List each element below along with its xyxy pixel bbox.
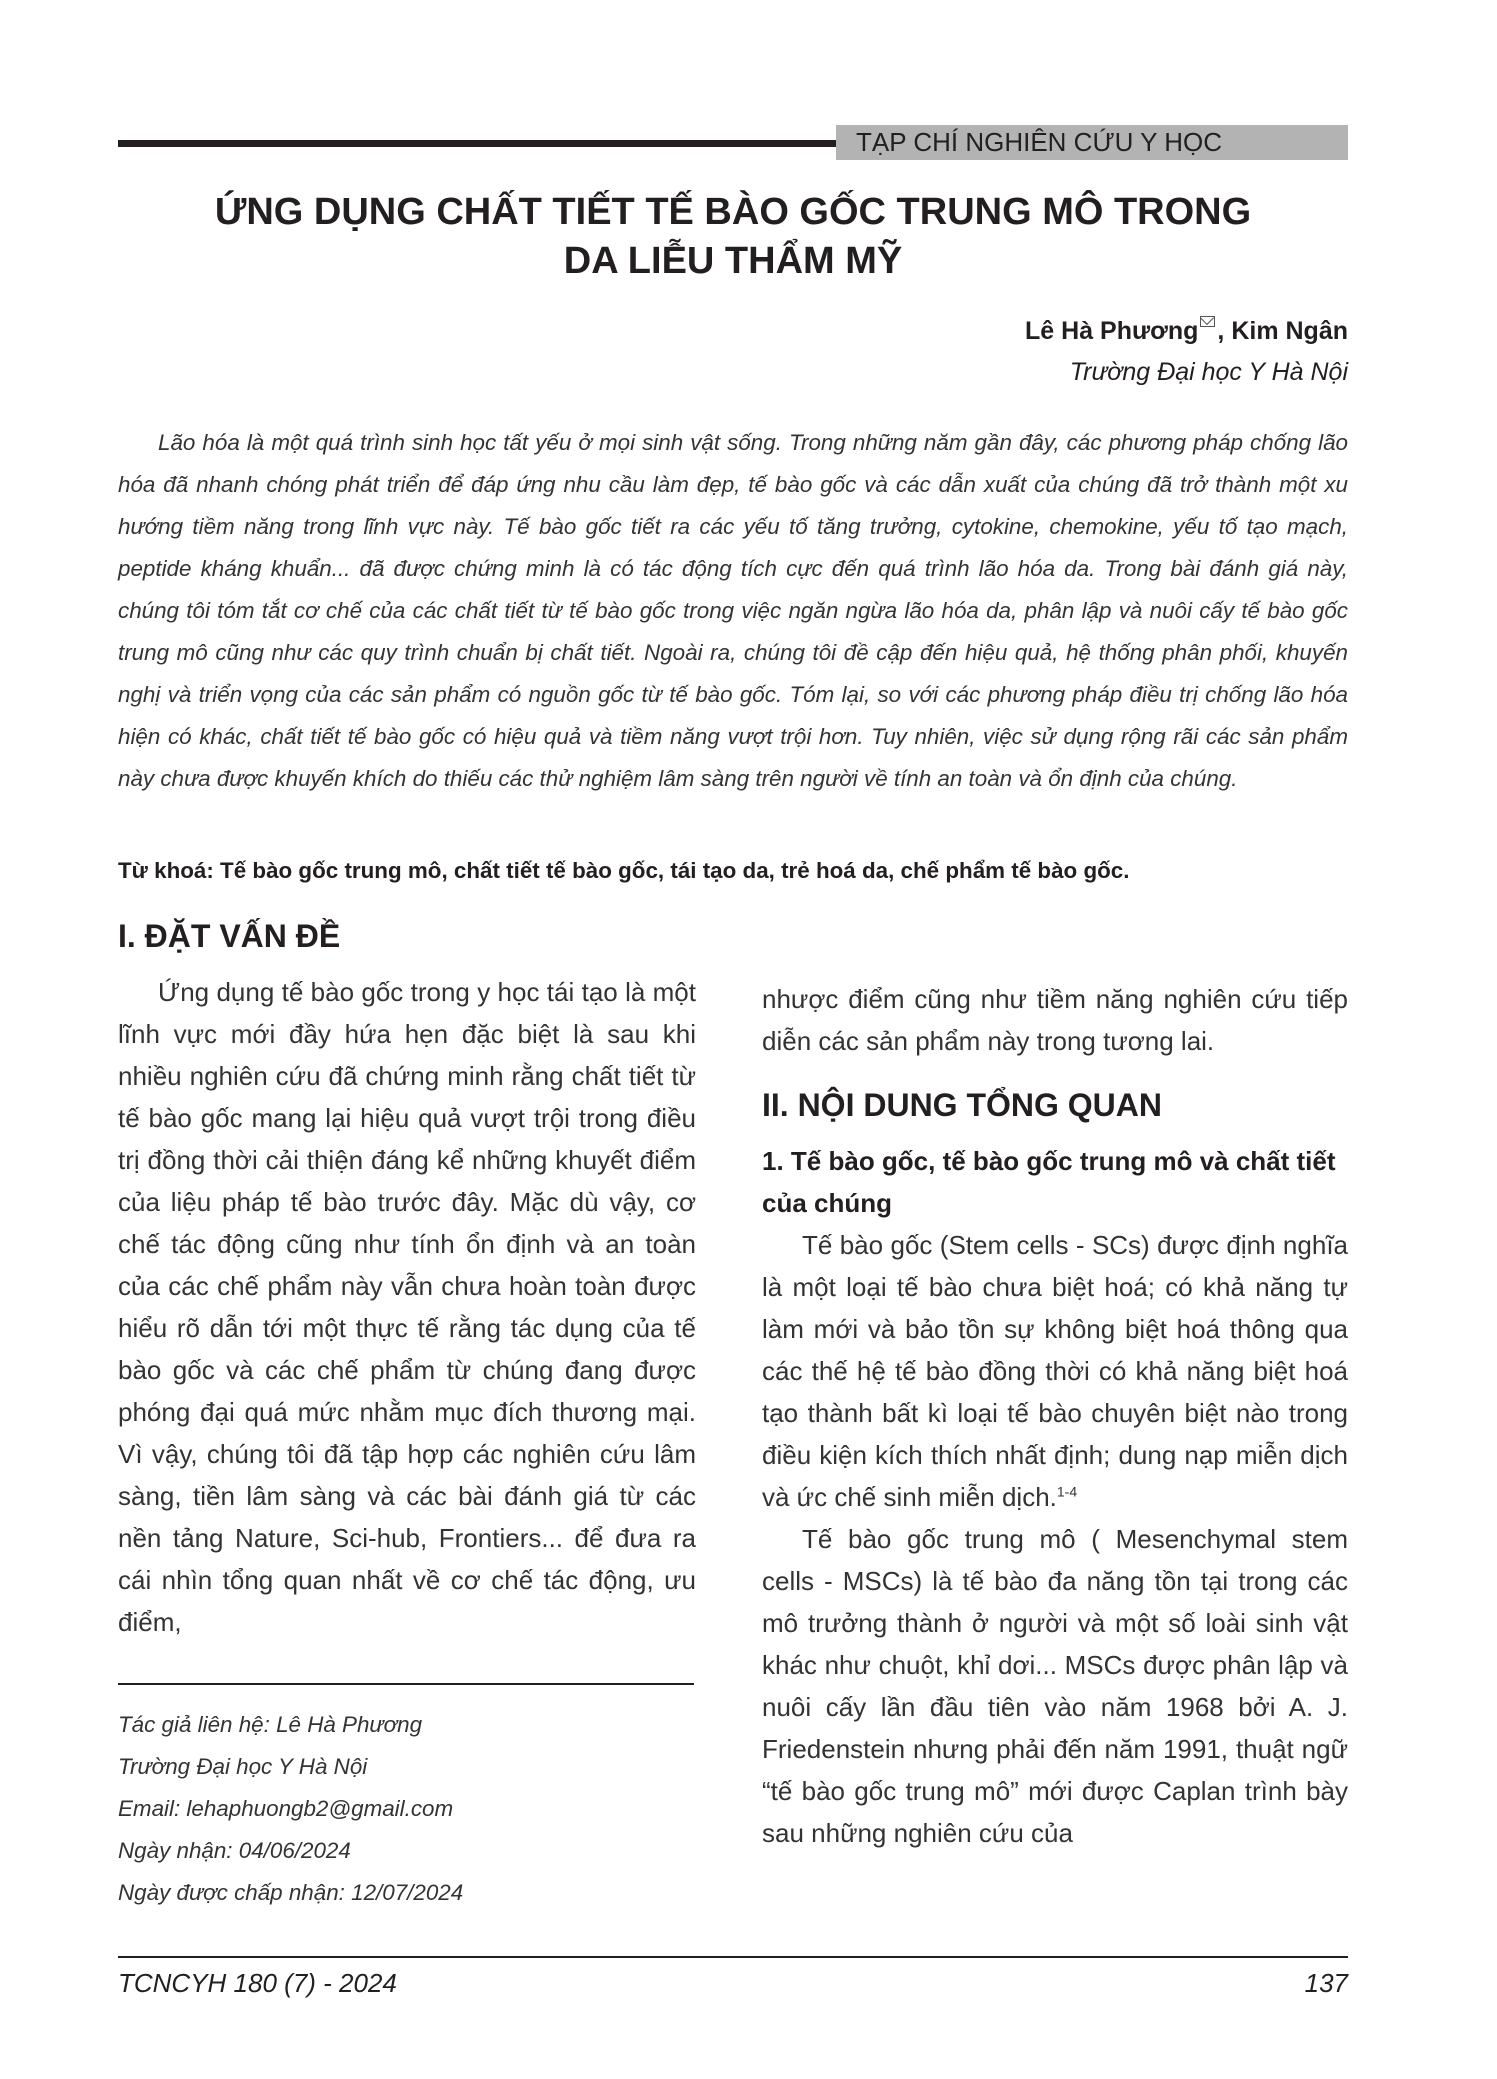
- page-number: 137: [1304, 1968, 1348, 1998]
- journal-reference: TCNCYH 180 (7) - 2024: [118, 1968, 397, 1998]
- left-column: [118, 915, 696, 1643]
- section-2-heading: II. NỘI DUNG TỔNG QUAN: [762, 1087, 1162, 1123]
- footnote-email: Email: lehaphuongb2@gmail.com: [118, 1796, 454, 1821]
- keywords: Từ khoá: Tế bào gốc trung mô, chất tiết tế bào gốc, tái tạo da, trẻ hoá da, chế phẩm tế bào gốc.: [118, 858, 1130, 883]
- title-line-2: DA LIỄU THẨM MỸ: [563, 240, 903, 282]
- header-rule: [118, 140, 836, 147]
- author-2: , Kim Ngân: [1217, 317, 1348, 345]
- footnote-received: Ngày nhận: 04/06/2024: [118, 1838, 351, 1863]
- citation-ref: 1-4: [1056, 1483, 1078, 1500]
- subsection-1-heading: 1. Tế bào gốc, tế bào gốc trung mô và chất tiết của chúng: [762, 1146, 1336, 1218]
- footnote-contact: Tác giả liên hệ: Lê Hà Phương: [118, 1712, 423, 1737]
- section-2-paragraph-1: [762, 1224, 1348, 1518]
- author-1: Lê Hà Phương: [1025, 317, 1199, 345]
- footnote-institution: Trường Đại học Y Hà Nội: [118, 1754, 368, 1779]
- abstract: Lão hóa là một quá trình sinh học tất yếu ở mọi sinh vật sống. Trong những năm gần đây, các phương pháp chống lão hóa đã nhanh chóng phát triển để đáp ứng nhu cầu làm đẹp, tế bào gốc và các dẫn xuất của chúng đã trở thành một xu hướng tiềm năng trong lĩnh vực này. Tế bào gốc tiết ra các yếu tố tăng trưởng, cytokine, chemokine, yếu tố tạo mạch, peptide kháng khuẩn... đã được chứng minh là có tác động tích cực đến quá trình lão hóa da. Trong bài đánh giá này, chúng tôi tóm tắt cơ chế của các chất tiết từ tế bào gốc trong việc ngăn ngừa lão hóa da, phân lập và nuôi cấy tế bào gốc trung mô cũng như các quy trình chuẩn bị chất tiết. Ngoài ra, chúng tôi đề cập đến hiệu quả, hệ thống phân phối, khuyến nghị và triển vọng của các sản phẩm có nguồn gốc từ tế bào gốc. Tóm lại, so với các phương pháp điều trị chống lão hóa hiện có khác, chất tiết tế bào gốc có hiệu quả và tiềm năng vượt trội hơn. Tuy nhiên, việc sử dụng rộng rãi các sản phẩm này chưa được khuyến khích do thiếu các thử nghiệm lâm sàng trên người về tính an toàn và ổn định của chúng.: [118, 430, 1348, 791]
- authors: [1025, 316, 1348, 346]
- section-1-heading: I. ĐẶT VẤN ĐỀ: [118, 918, 341, 954]
- footnote-rule: [118, 1683, 694, 1685]
- footer-rule: [118, 1956, 1348, 1958]
- right-column: [762, 978, 1348, 1854]
- journal-name: TẠP CHÍ NGHIÊN CỨU Y HỌC: [836, 125, 1348, 160]
- footnote-accepted: Ngày được chấp nhận: 12/07/2024: [118, 1880, 464, 1905]
- envelope-icon: [1200, 316, 1215, 327]
- article-title: [118, 188, 1348, 286]
- title-line-1: ỨNG DỤNG CHẤT TIẾT TẾ BÀO GỐC TRUNG MÔ TRONG: [214, 191, 1252, 233]
- affiliation: Trường Đại học Y Hà Nội: [1069, 358, 1348, 386]
- correspondence-footnote: [118, 1704, 463, 1914]
- section-1-paragraph-continued: nhược điểm cũng như tiềm năng nghiên cứu tiếp diễn các sản phẩm này trong tương lai.: [762, 984, 1348, 1056]
- section-2-paragraph-1-text: Tế bào gốc (Stem cells - SCs) được định nghĩa là một loại tế bào chưa biệt hoá; có khả năng tự làm mới và bảo tồn sự không biệt hoá thông qua các thế hệ tế bào đồng thời có khả năng biệt hoá tạo thành bất kì loại tế bào chuyên biệt nào trong điều kiện kích thích nhất định; dung nạp miễn dịch và ức chế sinh miễn dịch.: [762, 1230, 1348, 1512]
- section-2-paragraph-2: Tế bào gốc trung mô ( Mesenchymal stem cells - MSCs) là tế bào đa năng tồn tại trong các mô trưởng thành ở người và một số loài sinh vật khác như chuột, khỉ dơi... MSCs được phân lập và nuôi cấy lần đầu tiên vào năm 1968 bởi A. J. Friedenstein nhưng phải đến năm 1991, thuật ngữ “tế bào gốc trung mô” mới được Caplan trình bày sau những nghiên cứu của: [762, 1524, 1348, 1848]
- section-1-paragraph: Ứng dụng tế bào gốc trong y học tái tạo là một lĩnh vực mới đầy hứa hẹn đặc biệt là sau khi nhiều nghiên cứu đã chứng minh rằng chất tiết từ tế bào gốc mang lại hiệu quả vượt trội trong điều trị đồng thời cải thiện đáng kể những khuyết điểm của liệu pháp tế bào trước đây. Mặc dù vậy, cơ chế tác động cũng như tính ổn định và an toàn của các chế phẩm này vẫn chưa hoàn toàn được hiểu rõ dẫn tới một thực tế rằng tác dụng của tế bào gốc và các chế phẩm từ chúng đang được phóng đại quá mức nhằm mục đích thương mại. Vì vậy, chúng tôi đã tập hợp các nghiên cứu lâm sàng, tiền lâm sàng và các bài đánh giá từ các nền tảng Nature, Sci-hub, Frontiers... để đưa ra cái nhìn tổng quan nhất về cơ chế tác động, ưu điểm,: [118, 977, 696, 1637]
